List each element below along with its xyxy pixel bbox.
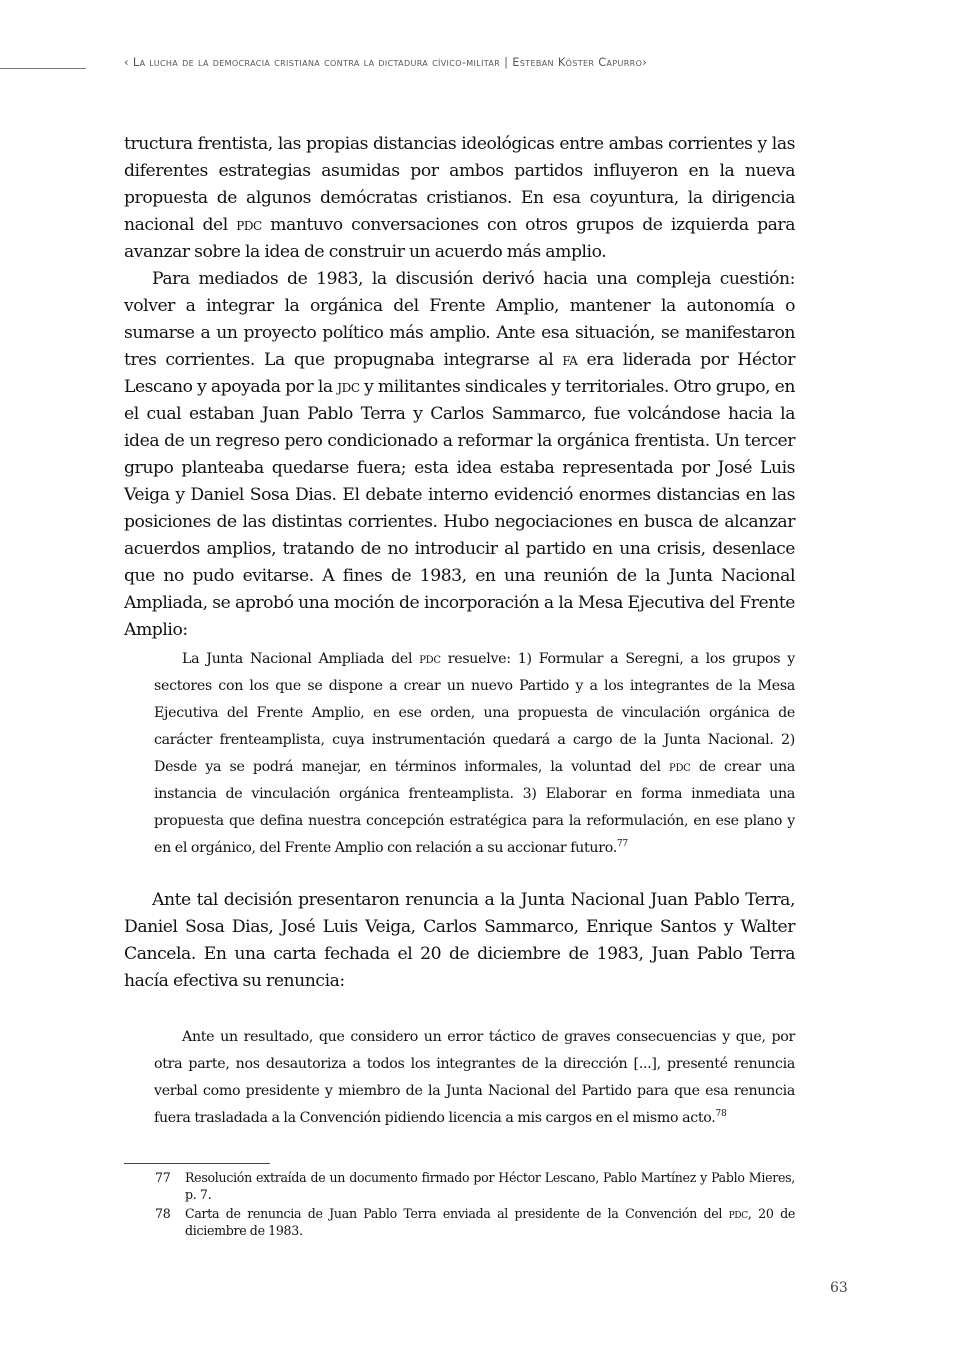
paragraph-2-text-e: y militantes sindicales y territoriales. Otro grupo, en el cual estaban Juan Pablo Terra y Carlos Sammarco, fue volcándose hacia la idea de un regreso pero condicionado a reformar la orgánica frentista. Un tercer grupo planteaba quedarse fuera; esta idea estaba representada por José Luis Veiga y Daniel Sosa Dias. El debate interno evidenció enormes distancias en las posiciones de las distintas corrientes. Hubo negociaciones en busca de alcanzar acuerdos amplios, tratando de no introducir al partido en una crisis, desenlace que no pudo evitarse. A fines de 1983, en una reunión de la Junta Nacional Ampliada, se aprobó una moción de incorporación a la Mesa Ejecutiva del Frente Amplio: bbox=[124, 377, 796, 640]
footnote-reference-78[interactable]: 78 bbox=[715, 1109, 727, 1119]
footnote-text: Resolución extraída de un documento firmado por Héctor Lescano, Pablo Martínez y Pablo Mieres, p. 7. bbox=[185, 1170, 795, 1202]
footnote-77 bbox=[124, 1169, 795, 1203]
paragraph-2 bbox=[124, 266, 795, 644]
footnote-78 bbox=[124, 1205, 795, 1239]
block-quote-1 bbox=[154, 646, 795, 862]
footnote-78-text-c: , 20 de diciembre de 1983. bbox=[185, 1206, 795, 1238]
quote-2-text: Ante un resultado, que considero un error táctico de graves consecuencias y que, por otra parte, nos desautoriza a todos los integrantes de la dirección [...], presenté renuncia verbal como presidente y miembro de la Junta Nacional del Partido para que esa renuncia fuera trasladada a la Convención pidiendo licencia a mis cargos en el mismo acto. bbox=[154, 1029, 795, 1126]
paragraph-3: Ante tal decisión presentaron renuncia a la Junta Nacional Juan Pablo Terra, Daniel Sosa Dias, José Luis Veiga, Carlos Sammarco, Enrique Santos y Walter Cancela. En una carta fechada el 20 de diciembre de 1983, Juan Pablo Terra hacía efectiva su renuncia: bbox=[124, 890, 795, 991]
quote-1-text-a: La Junta Nacional Ampliada del bbox=[182, 651, 420, 667]
acronym-pdc: pdc bbox=[236, 215, 262, 235]
quote-1-text-c: resuelve: 1) Formular a Seregni, a los grupos y sectores con los que se dispone a crear un nuevo Partido y a los integrantes de la Mesa Ejecutiva del Frente Amplio, en ese orden, una propuesta de vinculación orgánica de carácter frenteamplista, cuya instrumentación quedará a cargo de la Junta Nacional. 2) Desde ya se podrá manejar, en términos informales, la voluntad del bbox=[154, 651, 796, 775]
footnote-78-text-a: Carta de renuncia de Juan Pablo Terra enviada al presidente de la Convención del bbox=[185, 1206, 729, 1221]
running-header: ‹ La lucha de la democracia cristiana contra la dictadura cívico-militar | Esteban Köster Capurro› bbox=[124, 55, 648, 69]
acronym-pdc: pdc bbox=[728, 1206, 748, 1221]
body-text bbox=[124, 131, 795, 644]
page-number: 63 bbox=[830, 1280, 848, 1296]
acronym-fa: fa bbox=[562, 350, 578, 370]
paragraph-2-text-c: era liderada por Héctor Lescano y apoyada por la bbox=[124, 350, 795, 397]
header-rule bbox=[0, 68, 86, 69]
footnote-reference-77[interactable]: 77 bbox=[616, 839, 628, 849]
paragraph-1-text-c: mantuvo conversaciones con otros grupos de izquierda para avanzar sobre la idea de construir un acuerdo más amplio. bbox=[124, 215, 795, 262]
footnote-rule bbox=[124, 1163, 270, 1164]
acronym-jdc: jdc bbox=[337, 377, 360, 397]
paragraph-2-text-a: Para mediados de 1983, la discusión derivó hacia una compleja cuestión: volver a integrar la orgánica del Frente Amplio, mantener la autonomía o sumarse a un proyecto político más amplio. Ante esa situación, se manifestaron tres corrientes. La que propugnaba integrarse al bbox=[124, 269, 795, 370]
acronym-pdc: pdc bbox=[419, 651, 441, 667]
block-quote-2 bbox=[154, 1024, 795, 1132]
footnote-number: 78 bbox=[155, 1206, 171, 1221]
footnote-number: 77 bbox=[155, 1170, 171, 1185]
paragraph-1 bbox=[124, 131, 795, 266]
acronym-pdc: pdc bbox=[669, 759, 691, 775]
quote-1-text-e: de crear una instancia de vinculación orgánica frenteamplista. 3) Elaborar en forma inmediata una propuesta que defina nuestra concepción estratégica para la reformulación, en ese plano y en el orgánico, del Frente Amplio con relación a su accionar futuro. bbox=[154, 759, 796, 856]
footnote-text bbox=[185, 1205, 795, 1239]
body-text-continued bbox=[124, 887, 795, 995]
paragraph-1-text-a: tructura frentista, las propias distancias ideológicas entre ambas corrientes y las diferentes estrategias asumidas por ambos partidos influyeron en la nueva propuesta de algunos demócratas cristianos. En esa coyuntura, la dirigencia nacional del bbox=[124, 134, 795, 235]
